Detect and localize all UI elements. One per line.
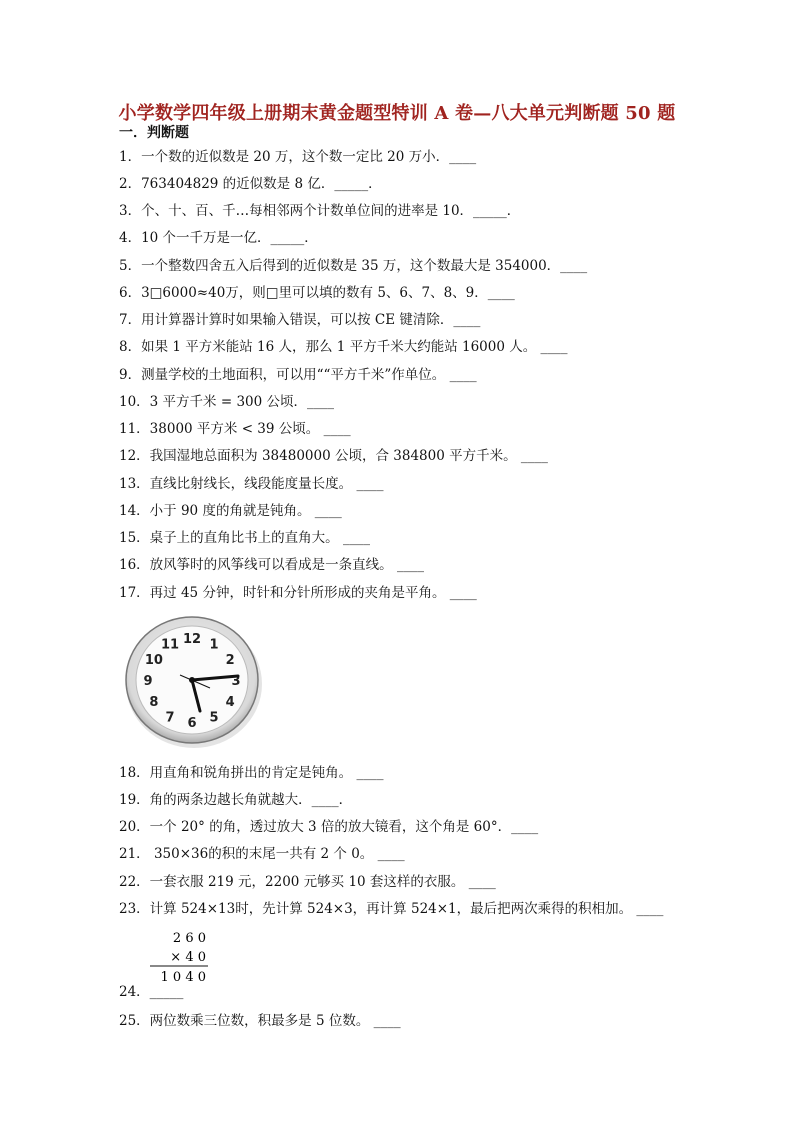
clock-numeral-4: 4	[225, 695, 235, 710]
question-11: 11．38000 平方米 < 39 公顷。 ____	[119, 421, 351, 437]
clock-figure	[120, 610, 265, 750]
section-heading: 一．判断题	[119, 125, 189, 141]
clock-numeral-5: 5	[209, 710, 219, 726]
question-25: 25．两位数乘三位数，积最多是 5 位数。 ____	[119, 1013, 401, 1029]
question-23: 23．计算 524×13时，先计算 524×3，再计算 524×1，最后把两次乘得的积相加。 ____	[119, 901, 664, 917]
question-13: 13．直线比射线长，线段能度量长度。 ____	[119, 476, 384, 492]
question-8: 8．如果 1 平方米能站 16 人，那么 1 平方千米大约能站 16000 人。 ____	[119, 339, 568, 355]
clock-numeral-12: 12	[182, 632, 202, 647]
question-24: 24．_____	[119, 984, 184, 1000]
calc-line-3: 1 0 4 0	[160, 970, 206, 985]
question-16: 16．放风筝时的风筝线可以看成是一条直线。 ____	[119, 557, 424, 573]
question-1: 1．一个数的近似数是 20 万，这个数一定比 20 万小．____	[119, 149, 477, 165]
question-15: 15．桌子上的直角比书上的直角大。 ____	[119, 530, 370, 546]
clock-numeral-3: 3	[231, 674, 241, 689]
calc-svg	[148, 928, 218, 990]
clock-numeral-10: 10	[144, 653, 163, 668]
question-10: 10．3 平方千米 = 300 公顷．____	[119, 394, 335, 410]
question-3: 3．个、十、百、千…每相邻两个计数单位间的进率是 10．_____．	[119, 203, 521, 219]
question-19: 19．角的两条边越长角就越大．____．	[119, 792, 353, 808]
vertical-calculation	[148, 928, 218, 990]
question-6: 6．3□6000≈40万，则□里可以填的数有 5、6、7、8、9．____	[119, 285, 515, 301]
clock-numeral-6: 6	[187, 716, 197, 731]
clock-numeral-7: 7	[165, 710, 175, 726]
clock-svg	[120, 610, 265, 750]
question-20: 20．一个 20° 的角，透过放大 3 倍的放大镜看，这个角是 60°．____	[119, 819, 539, 835]
question-17: 17．再过 45 分钟，时针和分针所形成的夹角是平角。 ____	[119, 585, 477, 601]
clock-numeral-2: 2	[225, 653, 235, 668]
clock-center	[189, 677, 195, 683]
clock-numeral-8: 8	[149, 695, 159, 710]
question-22: 22．一套衣服 219 元，2200 元够买 10 套这样的衣服。 ____	[119, 874, 496, 890]
question-7: 7．用计算器计算时如果输入错误，可以按 CE 键清除．____	[119, 312, 481, 328]
question-18: 18．用直角和锐角拼出的肯定是钝角。 ____	[119, 765, 384, 781]
clock-numeral-1: 1	[209, 637, 219, 653]
page-title: 小学数学四年级上册期末黄金题型特训 A 卷—八大单元判断题 50 题	[118, 103, 676, 124]
question-4: 4．10 个一千万是一亿．_____．	[119, 230, 318, 246]
clock-numeral-11: 11	[160, 637, 180, 653]
question-5: 5．一个整数四舍五入后得到的近似数是 35 万，这个数最大是 354000．____	[119, 258, 588, 274]
question-12: 12．我国湿地总面积为 38480000 公顷，合 384800 平方千米。 ____	[119, 448, 548, 464]
question-21: 21． 350×36的积的末尾一共有 2 个 0。 ____	[119, 846, 405, 862]
calc-line-1: 2 6 0	[172, 931, 206, 946]
question-9: 9．测量学校的土地面积，可以用““平方千米”作单位。 ____	[119, 367, 477, 383]
question-2: 2．763404829 的近似数是 8 亿．_____．	[119, 176, 382, 192]
calc-line-2: × 4 0	[170, 950, 206, 965]
question-14: 14．小于 90 度的角就是钝角。 ____	[119, 503, 342, 519]
clock-numeral-9: 9	[143, 674, 153, 689]
